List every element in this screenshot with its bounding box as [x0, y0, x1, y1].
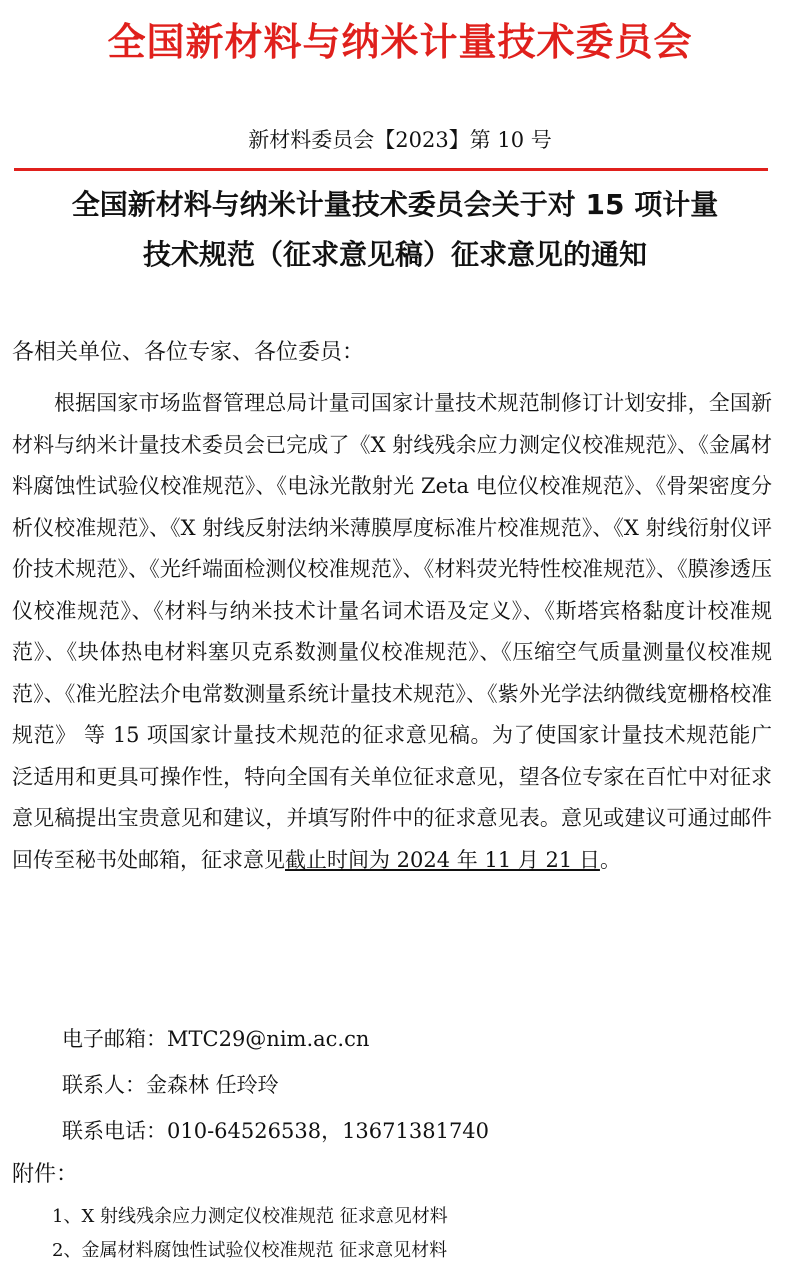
body-paragraph — [12, 383, 772, 881]
deadline-text: 截止时间为 2024 年 11 月 21 日 — [285, 847, 600, 872]
body-paragraph-end: 。 — [599, 847, 621, 872]
notice-title — [10, 180, 780, 280]
body-paragraph-main: 根据国家市场监督管理总局计量司国家计量技术规范制修订计划安排，全国新材料与纳米计量技术委员会已完成了《X 射线残余应力测定仪校准规范》、《金属材料腐蚀性试验仪校准规范》、《电泳光散射光 Zeta 电位仪校准规范》、《骨架密度分析仪校准规范》、《X 射线反射法纳米薄膜厚度标准片校准规范》、《X 射线衍射仪评价技术规范》、《光纤端面检测仪校准规范》、《材料荧光特性校准规范》、《膜渗透压仪校准规范》、《材料与纳米技术计量名词术语及定义》、《斯塔宾格黏度计校准规范》、《块体热电材料塞贝克系数测量仪校准规范》、《压缩空气质量测量仪校准规范》、《准光腔法介电常数测量系统计量技术规范》、《紫外光学法纳微线宽栅格校准规范》 等 15 项国家计量技术规范的征求意见稿。为了使国家计量技术规范能广泛适用和更具可操作性，特向全国有关单位征求意见，望各位专家在百忙中对征求意见稿提出宝贵意见和建议，并填写附件中的征求意见表。意见或建议可通过邮件回传至秘书处邮箱，征求意见 — [12, 391, 772, 872]
attachments-label: 附件： — [12, 1162, 79, 1187]
red-divider-rule — [14, 168, 768, 171]
contact-phone: 联系电话：010-64526538，13671381740 — [62, 1119, 490, 1143]
contact-email: 电子邮箱：MTC29@nim.ac.cn — [62, 1027, 370, 1051]
notice-title-line-1: 全国新材料与纳米计量技术委员会关于对 15 项计量 — [71, 188, 719, 221]
notice-title-line-2: 技术规范（征求意见稿）征求意见的通知 — [142, 238, 647, 271]
attachment-item-1: 1、X 射线残余应力测定仪校准规范 征求意见材料 — [52, 1206, 448, 1227]
document-number: 新材料委员会【2023】第 10 号 — [248, 128, 552, 152]
salutation: 各相关单位、各位专家、各位委员： — [12, 340, 365, 365]
contact-people: 联系人：金森林 任玲玲 — [62, 1073, 279, 1097]
attachment-item-2: 2、金属材料腐蚀性试验仪校准规范 征求意见材料 — [52, 1240, 448, 1261]
header-title: 全国新材料与纳米计量技术委员会 — [107, 20, 693, 64]
